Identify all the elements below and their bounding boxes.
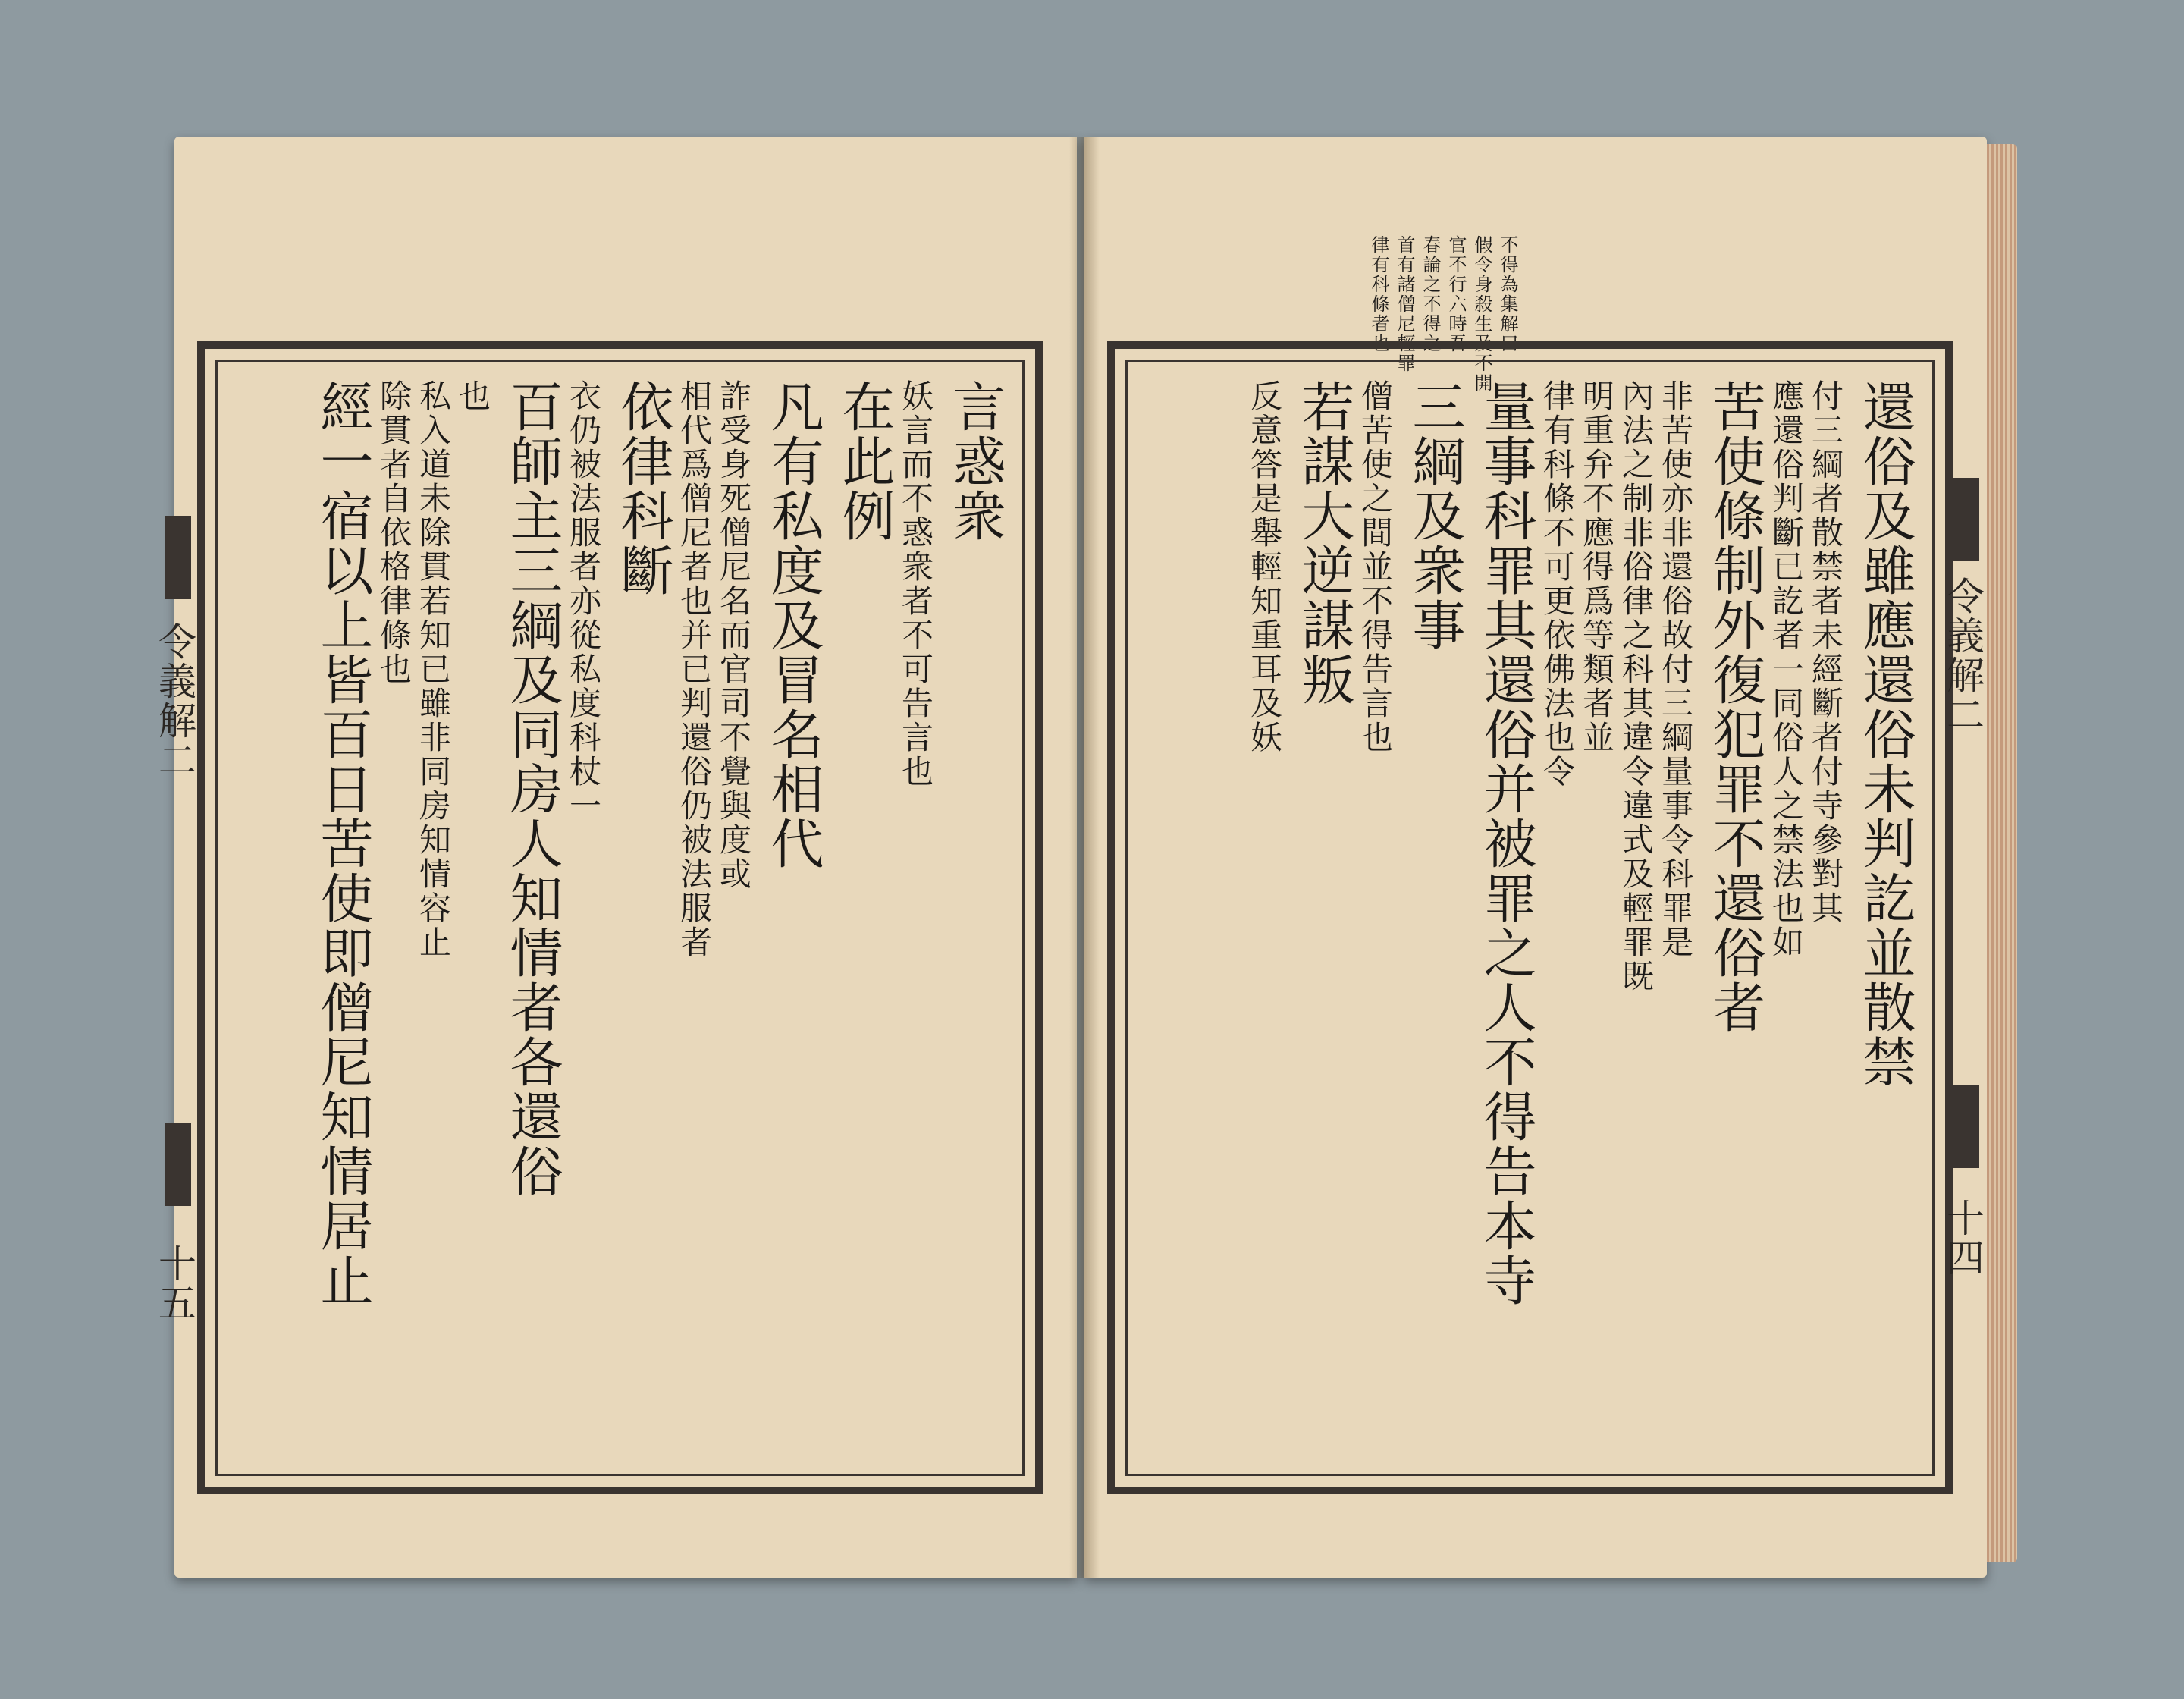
annotation-column: 詐受身死僧尼名而官司不覺與度或 (715, 379, 752, 891)
annotation-column: 衣仍被法服者亦從私度科杖一 (565, 379, 602, 823)
text-column: 量事科罪其還俗并被罪之人不得告本寺 (1475, 379, 1537, 1308)
right-folio (1941, 1198, 1985, 1277)
side-title-text: 令義解二 (1941, 576, 1985, 734)
fishtail-mark (165, 1123, 191, 1206)
header-line: 假令身殺生及不開 (1471, 235, 1492, 393)
annotation-column: 反意答是舉輕知重耳及妖 (1246, 379, 1283, 755)
book-gutter (1069, 137, 1100, 1578)
text-column: 經一宿以上皆百日苦使即僧尼知情居止 (312, 379, 374, 1308)
header-line: 律有科條者也 (1368, 235, 1389, 353)
open-book (144, 121, 2017, 1600)
annotation-column: 律有科條不可更依佛法也令 (1539, 379, 1576, 789)
annotation-column: 私入道未除貫若知已雖非同房知情容止 (415, 379, 452, 959)
fishtail-mark (1953, 1085, 1979, 1168)
header-line: 春論之不得之 (1420, 235, 1441, 353)
fishtail-mark (1953, 478, 1979, 561)
annotation-column: 除貫者自依格律條也 (375, 379, 413, 686)
annotation-column: 付三綱者散禁者未經斷者付寺參對其 (1807, 379, 1844, 925)
right-side-title (1941, 576, 1985, 734)
annotation-column: 內法之制非俗律之科其違令違式及輕罪既 (1618, 379, 1655, 994)
text-column: 凡有私度及冒名相代 (762, 379, 824, 871)
side-title-text: 令義解二 (152, 622, 196, 780)
text-column: 依律科斷 (612, 379, 674, 598)
text-column: 還俗及雖應還俗未判訖並散禁 (1854, 379, 1916, 1089)
text-column: 三綱及衆事 (1404, 379, 1466, 652)
fishtail-mark (165, 516, 191, 599)
annotation-column: 僧苦使之間並不得告言也 (1357, 379, 1394, 755)
text-column: 在此例 (833, 379, 896, 543)
text-column: 苦使條制外復犯罪不還俗者 (1704, 379, 1766, 1035)
annotation-column: 應還俗判斷已訖者一同俗人之禁法也如 (1768, 379, 1805, 959)
text-column: 言惑衆 (944, 379, 1006, 543)
right-text-frame (1107, 341, 1953, 1494)
page-edges (1987, 144, 2017, 1562)
header-line: 首有諸僧尼輕罪 (1394, 235, 1415, 373)
annotation-column: 也 (454, 379, 491, 413)
annotation-column: 相代爲僧尼者也并已判還俗仍被法服者 (676, 379, 713, 959)
annotation-column: 妖言而不惑衆者不可告言也 (897, 379, 934, 789)
header-line: 不得為集解曰 (1497, 235, 1518, 353)
text-column: 百師主三綱及同房人知情者各還俗 (501, 379, 563, 1198)
annotation-column: 明重弁不應得爲等類者並 (1578, 379, 1615, 755)
right-text-columns (1145, 379, 1915, 1456)
header-line: 官不行六時吾 (1445, 235, 1467, 353)
left-text-frame (197, 341, 1043, 1494)
left-side-title (152, 622, 196, 780)
left-text-columns (235, 379, 1005, 1456)
folio-number: 十四 (1941, 1198, 1985, 1277)
folio-number: 十五 (152, 1244, 196, 1323)
annotation-column: 非苦使亦非還俗故付三綱量事令科罪是 (1657, 379, 1694, 959)
left-folio (152, 1244, 196, 1323)
text-column: 若謀大逆謀叛 (1293, 379, 1355, 707)
